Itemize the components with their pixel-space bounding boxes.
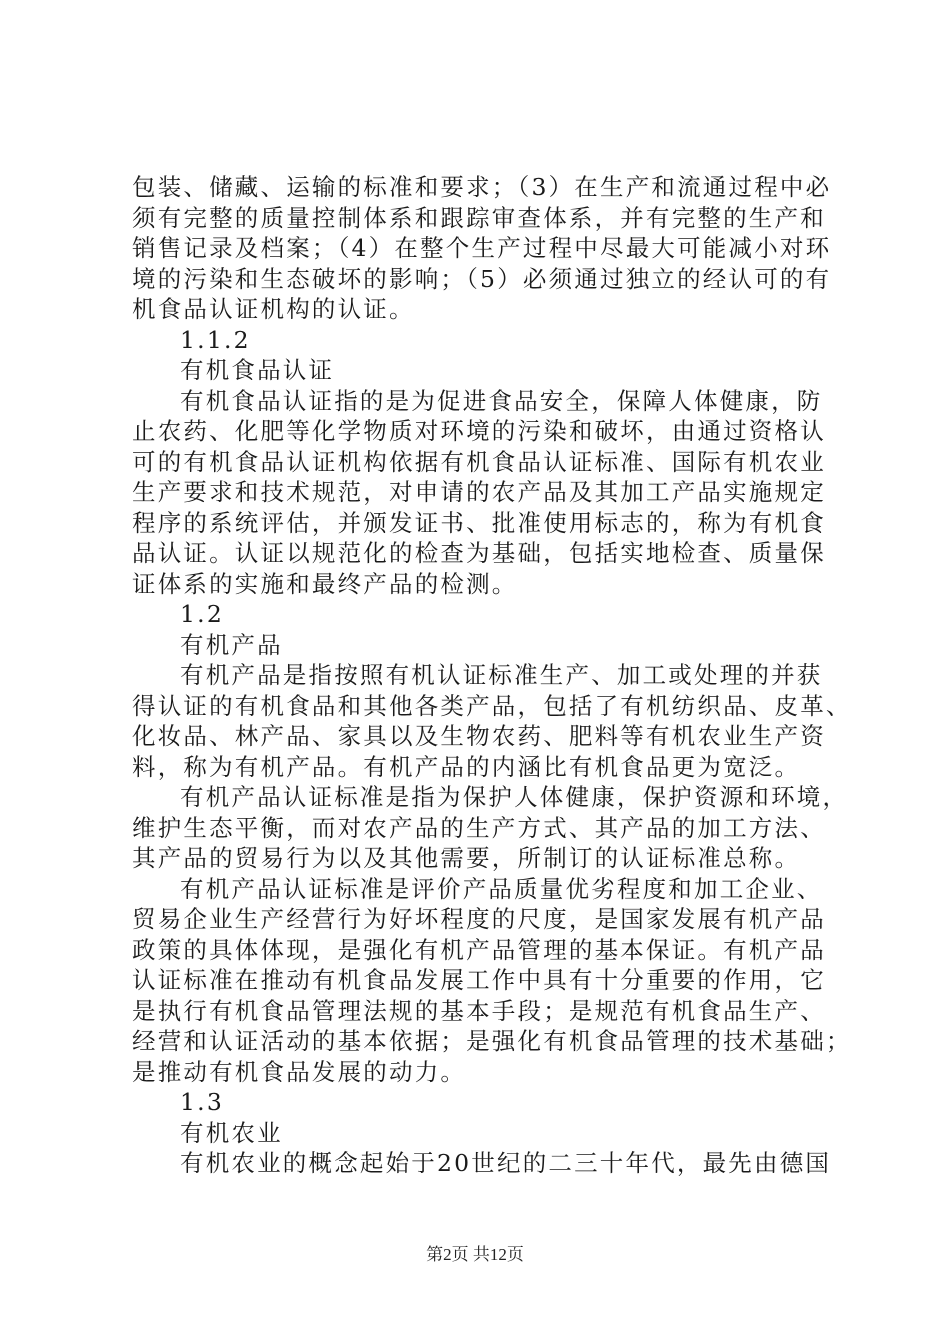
text-line: 1.1.2 [180,325,251,354]
text-line: 境的污染和生态破坏的影响；（5）必须通过独立的经认可的有 [132,264,832,293]
text-line: 料，称为有机产品。有机产品的内涵比有机食品更为宽泛。 [132,752,801,781]
text-line: 认证标准在推动有机食品发展工作中具有十分重要的作用，它 [132,966,826,994]
text-line: 维护生态平衡，而对农产品的生产方式、其产品的加工方法、 [132,813,826,842]
text-line: 有机产品 [180,630,283,659]
text-line: 有机产品是指按照有机认证标准生产、加工或处理的并获 [180,661,823,689]
text-line: 是执行有机食品管理法规的基本手段；是规范有机食品生产、 [132,996,826,1025]
text-line: 1.2 [180,600,224,628]
text-line: 可的有机食品认证机构依据有机食品认证标准、国际有机农业 [132,447,826,476]
text-line: 贸易企业生产经营行为好坏程度的尺度，是国家发展有机产品 [132,905,826,933]
text-line: 1.3 [180,1088,224,1116]
text-line: 得认证的有机食品和其他各类产品，包括了有机纺织品、皮革、 [132,691,852,720]
text-line: 有机农业 [180,1118,283,1147]
text-line: 程序的系统评估，并颁发证书、批准使用标志的，称为有机食 [132,508,826,537]
text-line: 有机产品认证标准是指为保护人体健康，保护资源和环境， [180,783,849,811]
text-line: 经营和认证活动的基本依据；是强化有机食品管理的技术基础； [132,1027,852,1055]
document-body [132,172,852,1179]
text-line: 是推动有机食品发展的动力。 [132,1057,467,1086]
text-line: 化妆品、林产品、家具以及生物农药、肥料等有机农业生产资 [132,722,826,750]
text-line: 销售记录及档案；（4）在整个生产过程中尽最大可能减小对环 [132,234,832,262]
text-line: 品认证。认证以规范化的检查为基础，包括实地检查、质量保 [132,539,826,567]
text-line: 包装、储藏、运输的标准和要求；（3）在生产和流通过程中必 [132,173,832,201]
text-line: 有机农业的概念起始于20世纪的二三十年代，最先由德国 [180,1149,832,1177]
text-line: 其产品的贸易行为以及其他需要，所制订的认证标准总称。 [132,844,801,872]
page-footer: 第2页 共12页 [426,1245,524,1264]
text-line: 政策的具体体现，是强化有机产品管理的基本保证。有机产品 [132,935,826,964]
text-line: 证体系的实施和最终产品的检测。 [132,569,518,598]
text-line: 机食品认证机构的认证。 [132,295,415,323]
text-line: 生产要求和技术规范，对申请的农产品及其加工产品实施规定 [132,478,826,506]
text-line: 有机食品认证 [180,356,335,384]
text-line: 有机食品认证指的是为促进食品安全，保障人体健康，防 [180,386,823,415]
text-line: 止农药、化肥等化学物质对环境的污染和破坏，由通过资格认 [132,417,826,445]
text-line: 有机产品认证标准是评价产品质量优劣程度和加工企业、 [180,874,823,903]
text-line: 须有完整的质量控制体系和跟踪审查体系，并有完整的生产和 [132,203,826,232]
